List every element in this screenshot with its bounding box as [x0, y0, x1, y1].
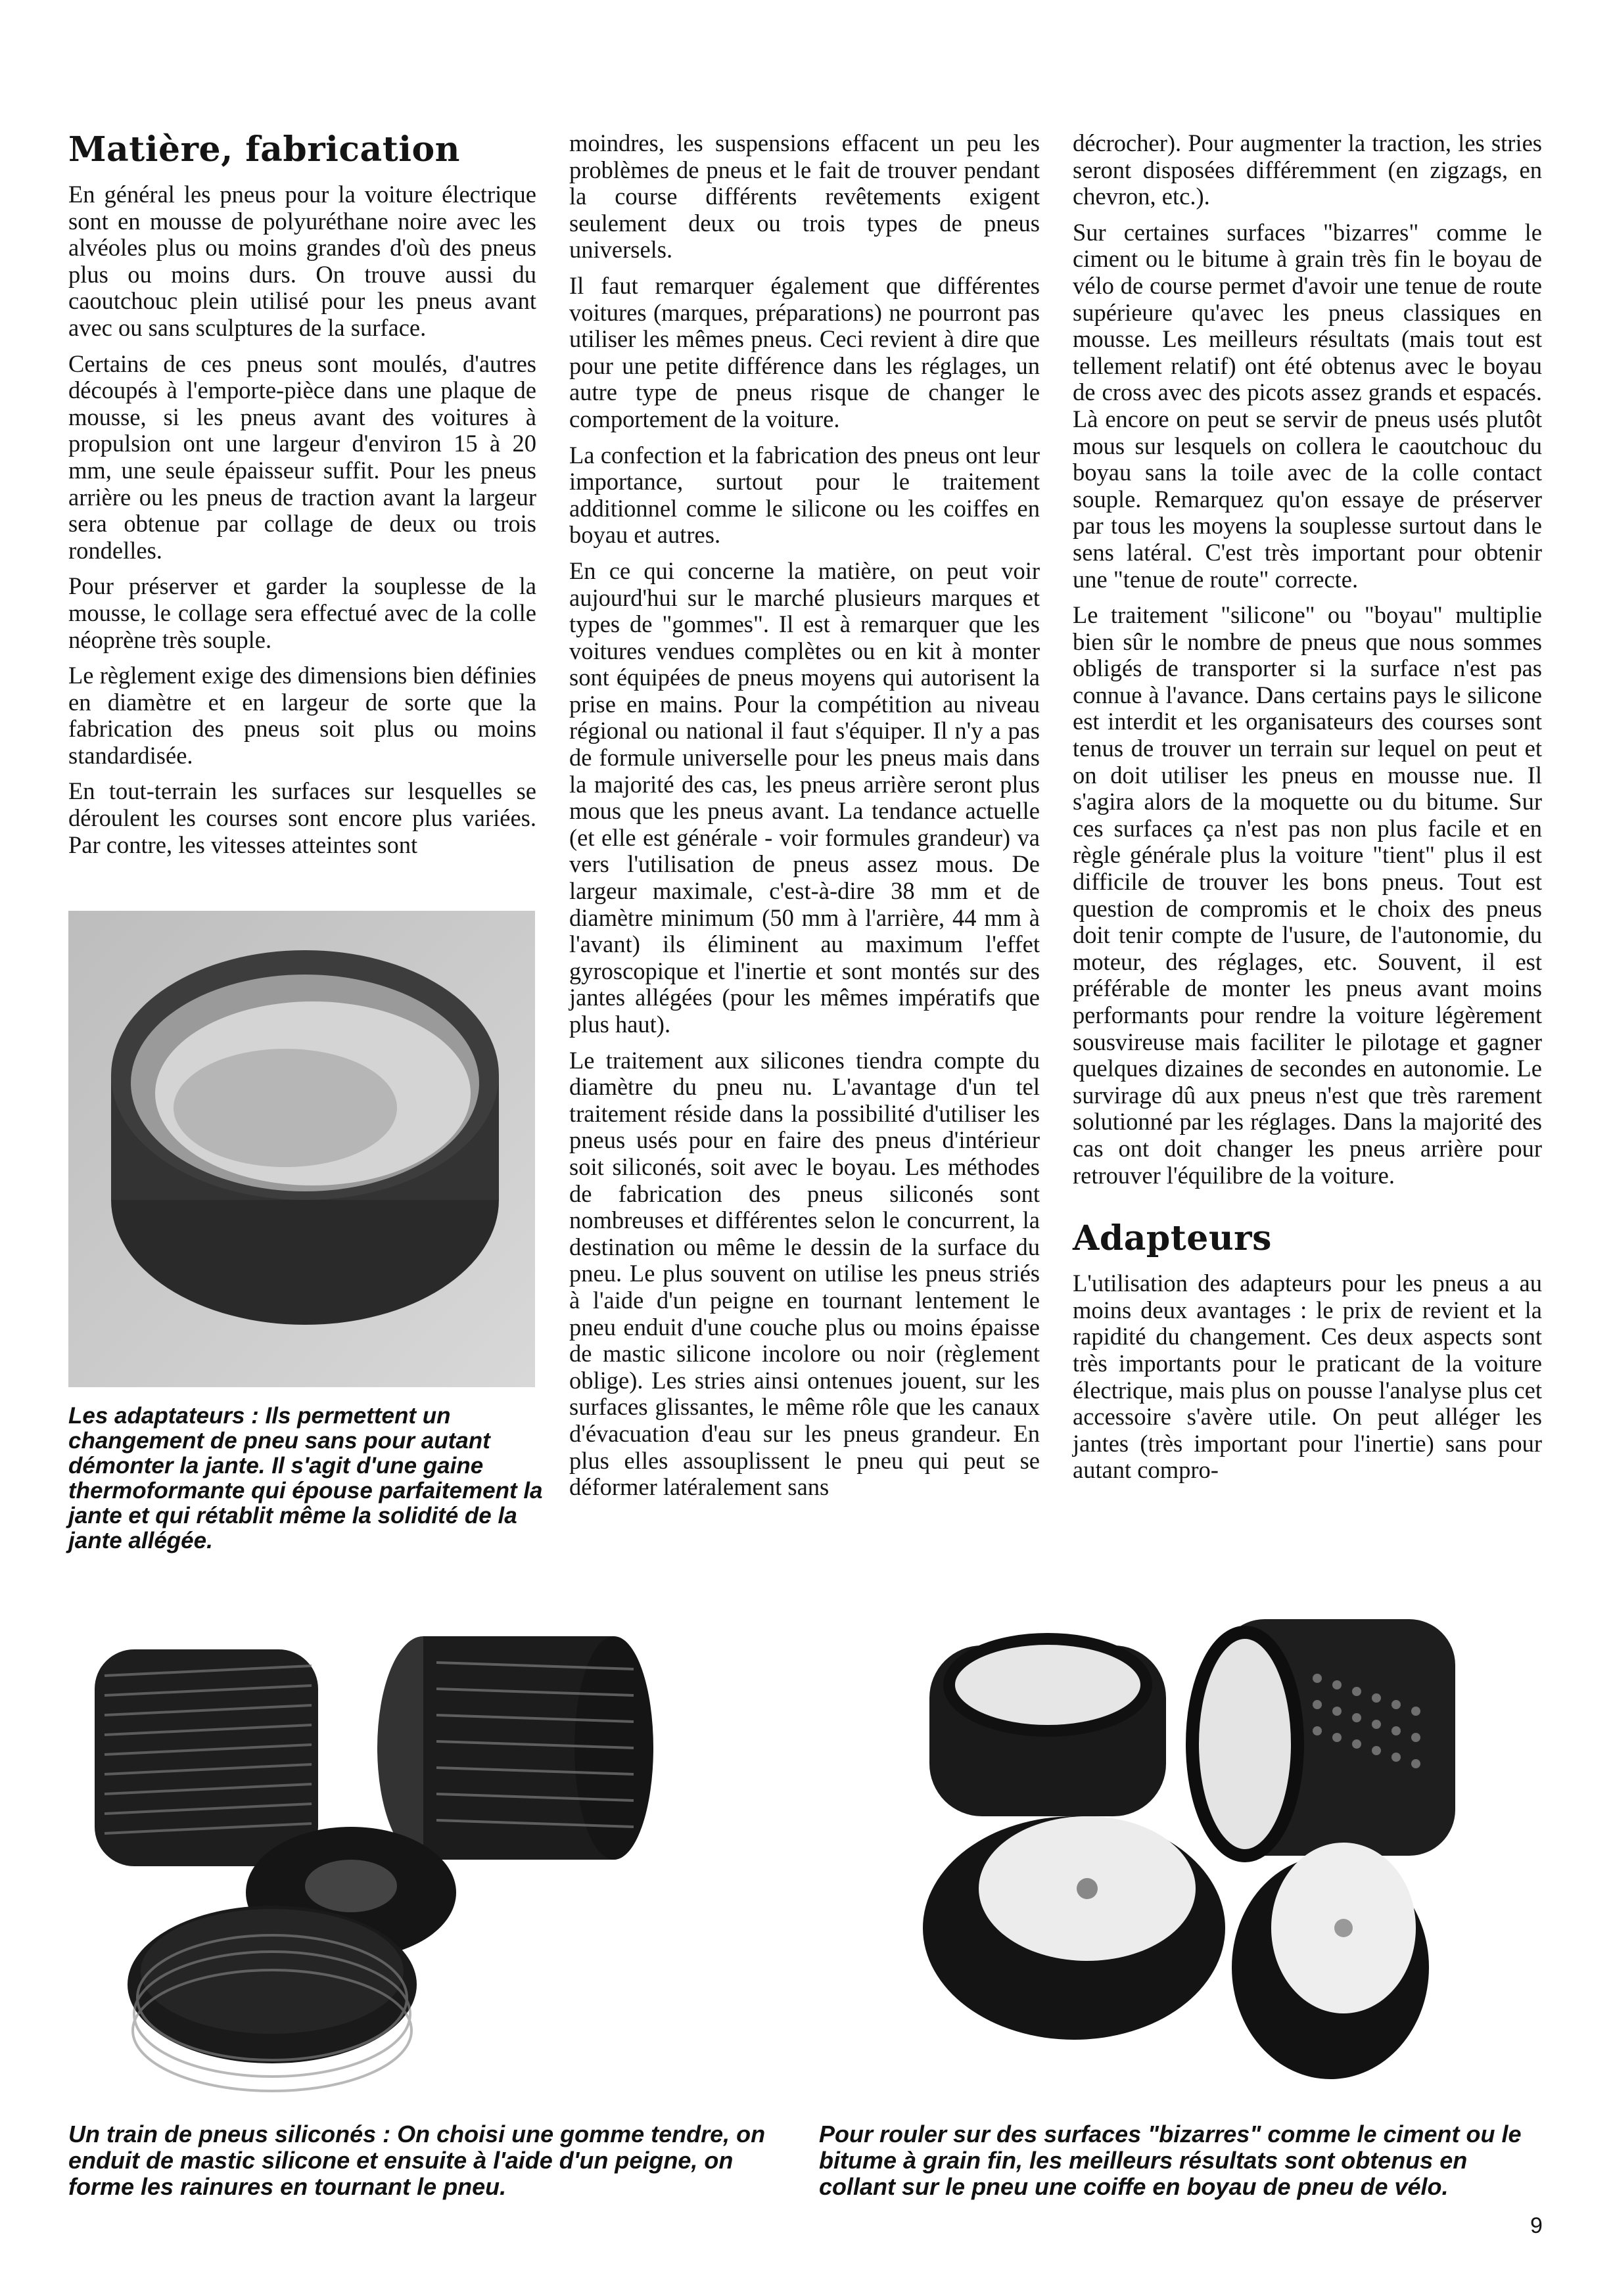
paragraph: Pour préserver et garder la souplesse de la mousse, le collage sera effectué avec de la colle néoprène très souple. — [68, 572, 536, 653]
page-number: 9 — [1530, 2213, 1543, 2238]
paragraph: Le règlement exige des dimensions bien définies en diamètre et en largeur de sorte que la fabrication des pneus soit plus ou moins standardisée. — [68, 662, 536, 769]
adapter-caption: Les adaptateurs : Ils permettent un changement de pneu sans pour autant démonter la jante. Il s'agit d'une gaine thermoformante qui épouse parfaitement la jante et qui rétablit même la solidité de la jante allégée. — [68, 1403, 543, 1553]
paragraph: Le traitement "silicone" ou "boyau" multiplie bien sûr le nombre de pneus que nous sommes obligés de transporter si la surface n'est pas connue à l'avance. Dans certains pays le silicone est interdit et les organisateurs des courses sont tenus de trouver un terrain sur lequel on peut et on doit utiliser les pneus en mousse nue. Il s'agira alors de la moquette ou du bitume. Sur ces surfaces ça n'est pas non plus facile et en règle générale plus la voiture "tient" plus il est difficile de trouver les bons pneus. Tout est question de compromis et le choix des pneus doit tenir compte de l'usure, de l'autonomie, du moteur, des réglages, etc. Souvent, il est préférable de monter les pneus avant moins performants pour rendre la voiture légèrement sousvireuse mais faciliter le pilotage et gagner quelques dizaines de secondes en autonomie. Le survirage dû aux pneus n'est que très rarement solutionné par les réglages. Dans la majorité des cas ont doit changer les pneus arrière pour retrouver l'équilibre de la voiture. — [1073, 601, 1542, 1189]
paragraph: Il faut remarquer également que différentes voitures (marques, préparations) ne pourront pas utiliser les mêmes pneus. Ceci revient à dire que pour une petite différence dans les réglages, un autre type de pneus risque de changer le comportement de la voiture. — [569, 271, 1040, 432]
bicycle-tube-caption: Pour rouler sur des surfaces "bizarres" comme le ciment ou le bitume à grain fin, les meilleurs résultats sont obtenus en collant sur le pneu une coiffe en boyau de pneu de vélo. — [819, 2121, 1522, 2200]
section-title-adapteurs: Adapteurs — [1073, 1218, 1272, 1259]
bicycle-tube-tires-photo — [910, 1599, 1541, 2107]
paragraph: moindres, les suspensions effacent un peu les problèmes de pneus et le fait de trouver pendant la course différents revêtements exigent seulement deux ou trois types de pneus universels. — [569, 129, 1040, 264]
silicone-tires-photo — [68, 1603, 799, 2103]
silicone-tires-caption: Un train de pneus siliconés : On choisi une gomme tendre, on enduit de mastic silicone et ensuite à l'aide d'un peigne, on forme les rainures en tournant le pneu. — [68, 2121, 766, 2200]
paragraph: décrocher). Pour augmenter la traction, les stries seront disposées différemment (en zigzags, en chevron, etc.). — [1073, 129, 1542, 210]
paragraph: En tout-terrain les surfaces sur lesquelles se déroulent les courses sont encore plus variées. Par contre, les vitesses atteintes sont — [68, 777, 536, 858]
paragraph: Sur certaines surfaces "bizarres" comme le ciment ou le bitume à grain très fin le boyau de vélo de course permet d'avoir une tenue de route supérieure qu'avec les pneus classiques en mousse. Les meilleurs résultats (mais tout est tellement relatif) ont été obtenus avec le boyau de cross avec des picots assez grands et espacés. Là encore on peut se servir de pneus usés plutôt mous sur lesquels on collera le caoutchouc du boyau sans la toile avec de la colle contact souple. Remarquez qu'on essaye de préserver par tous les moyens la souplesse surtout dans le sens latéral. C'est très important pour obtenir une "tenue de route" correcte. — [1073, 218, 1542, 593]
paragraph: En général les pneus pour la voiture électrique sont en mousse de polyuréthane noire avec les alvéoles plus ou moins grandes d'où des pneus plus ou moins durs. On trouve aussi du caoutchouc plein utilisé pour les pneus avant avec ou sans sculptures de la surface. — [68, 181, 536, 341]
paragraph: Le traitement aux silicones tiendra compte du diamètre du pneu nu. L'avantage d'un tel traitement réside dans la possibilité d'utiliser les pneus usés pour en faire des pneus d'intérieur soit siliconés, soit avec le boyau. Les méthodes de fabrication des pneus siliconés sont nombreuses et différentes selon le concurrent, la destination ou même le dessin de la surface du pneu. Le plus souvent on utilise les pneus striés à l'aide d'un peigne en tournant lentement le pneu enduit d'une couche plus ou moins épaisse de mastic silicone incolore ou noir (règlement oblige). Les stries ainsi ontenues jouent, sur les surfaces glissantes, le même rôle que les canaux d'évacuation d'eau sur les pneus grandeur. En plus elles assouplissent le pneu qui peut se déformer latéralement sans — [569, 1046, 1040, 1501]
paragraph: L'utilisation des adapteurs pour les pneus a au moins deux avantages : le prix de revient et la rapidité du changement. Ces deux aspects sont très importants pour le praticant de la voiture électrique, mais plus on pousse l'analyse plus cet accessoire s'avère utile. On peut alléger les jantes (très important pour l'inertie) sans pour autant compro- — [1073, 1270, 1542, 1484]
section-title-matiere: Matière, fabrication — [68, 129, 460, 170]
paragraph: Certains de ces pneus sont moulés, d'autres découpés à l'emporte-pièce dans une plaque de mousse, si les pneus avant des voitures à propulsion ont une largeur d'environ 15 à 20 mm, une seule épaisseur suffit. Pour les pneus arrière ou les pneus de traction avant la largeur sera obtenue par collage de deux ou trois rondelles. — [68, 350, 536, 564]
column-middle — [569, 130, 1040, 1510]
adapter-photo — [68, 911, 535, 1387]
paragraph: La confection et la fabrication des pneus ont leur importance, surtout pour le traitement additionnel comme le silicone ou les coiffes en boyau et autres. — [569, 441, 1040, 549]
column-right — [1073, 130, 1542, 1493]
paragraph: En ce qui concerne la matière, on peut voir aujourd'hui sur le marché plusieurs marques et types de "gommes". Il est à remarquer que les voitures vendues complètes ou en kit à monter sont équipées de pneus moyens qui autorisent la prise en mains. Pour la compétition au niveau régional ou national il faut s'équiper. Il n'y a pas de formule universelle pour les pneus mais dans la majorité des cas, les pneus arrière seront plus mous que les pneus avant. La tendance actuelle (et elle est générale - voir formules grandeur) va vers l'utilisation de pneus assez mous. De largeur maximale, c'est-à-dire 38 mm et de diamètre minimum (50 mm à l'arrière, 44 mm à l'avant) ils éliminent au maximum l'effet gyroscopique et l'inertie et sont montés sur des jantes allégées (pour les mêmes impératifs que plus haut). — [569, 557, 1040, 1038]
column-left — [68, 130, 536, 867]
